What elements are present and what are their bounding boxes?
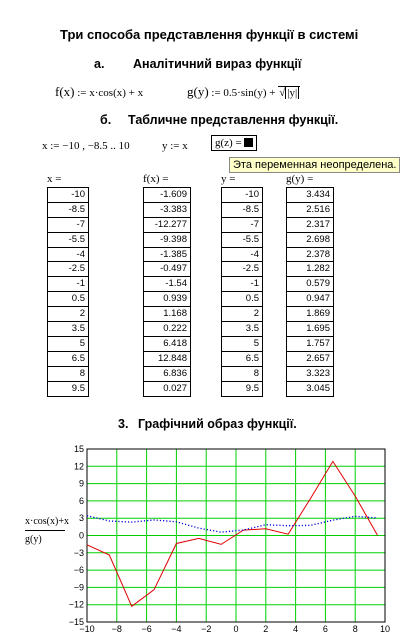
g-def-rhs: := 0.5·sin(y) +: [211, 87, 279, 99]
table-cell: -3.383: [144, 203, 190, 218]
table-cell: 2.516: [287, 203, 333, 218]
section-b-marker: б.: [100, 113, 112, 127]
g-eval-region[interactable]: [211, 135, 257, 151]
y-tick-label: −6: [73, 565, 84, 576]
section-b-title: Табличне представлення функції.: [128, 113, 339, 127]
table-gy[interactable]: [286, 187, 334, 397]
table-cell: 3.5: [222, 322, 262, 337]
table-cell: -7: [222, 218, 262, 233]
x-tick-label: 4: [293, 624, 299, 634]
table-fx-column: [143, 173, 191, 397]
table-cell: 3.045: [306, 382, 330, 394]
table-cell: 0.5: [48, 292, 88, 307]
g-definition[interactable]: [187, 84, 300, 100]
x-tick-label: −4: [171, 624, 182, 634]
x-tick-label: 10: [379, 624, 391, 634]
table-cell: 0.5: [222, 292, 262, 307]
table-y-column: [221, 173, 263, 397]
section-a-title: Аналітичний вираз функції: [133, 57, 302, 71]
y-tick-label: 6: [78, 495, 84, 506]
y-tick-label: 12: [73, 461, 84, 472]
g-eval-placeholder: g(z) =: [215, 137, 242, 149]
table-cell: -2.5: [48, 262, 88, 277]
function-chart[interactable]: [0, 440, 407, 640]
undefined-variable-tooltip: Эта переменная неопределена.: [229, 157, 400, 173]
y-tick-label: −12: [68, 599, 84, 610]
table-cell: 1.695: [287, 322, 333, 337]
g-def-lhs: g(y): [187, 84, 209, 99]
table-cell: 6.836: [144, 367, 190, 382]
table-cell: 2: [48, 307, 88, 322]
table-cell: -10: [222, 188, 262, 203]
table-cell: -5.5: [222, 233, 262, 248]
table-cell: -1.385: [144, 248, 190, 263]
section-3-title: Графічний образ функції.: [138, 417, 297, 431]
table-cell: 6.5: [48, 352, 88, 367]
table-cell: -7: [48, 218, 88, 233]
table-cell: 2.698: [287, 233, 333, 248]
table-cell: -8.5: [222, 203, 262, 218]
table-cell: 2.317: [287, 218, 333, 233]
section-3-marker: 3.: [118, 417, 129, 431]
table-cell: 0.579: [287, 277, 333, 292]
table-cell: -1.609: [144, 188, 190, 203]
table-cell: 2.378: [287, 248, 333, 263]
x-tick-label: 2: [263, 624, 269, 634]
table-y-header: y =: [221, 173, 236, 185]
table-cell: 1.282: [287, 262, 333, 277]
table-cell: -0.497: [144, 262, 190, 277]
cursor-caret: [244, 138, 253, 147]
table-cell: 9.5: [245, 382, 259, 394]
range-definition[interactable]: x := −10 , −8.5 .. 10: [42, 140, 130, 152]
table-cell: -4: [222, 248, 262, 263]
table-cell: 1.869: [287, 307, 333, 322]
table-cell: 5: [222, 337, 262, 352]
table-cell: 6.418: [144, 337, 190, 352]
table-x[interactable]: [47, 187, 89, 397]
x-tick-label: −2: [201, 624, 212, 634]
table-cell: -1.54: [144, 277, 190, 292]
y-tick-label: −15: [68, 617, 84, 627]
f-definition[interactable]: [55, 84, 143, 100]
legend-divider: [25, 530, 65, 531]
f-def-rhs: := x·cos(x) + x: [77, 87, 144, 99]
table-cell: 3.323: [287, 367, 333, 382]
table-gy-column: [286, 173, 334, 397]
table-cell: -5.5: [48, 233, 88, 248]
table-cell: 3.5: [48, 322, 88, 337]
x-tick-label: 0: [233, 624, 239, 634]
table-fx-header: f(x) =: [143, 173, 169, 185]
table-cell: -10: [48, 188, 88, 203]
table-cell: 8: [48, 367, 88, 382]
y-tick-label: −9: [73, 582, 84, 593]
y-definition[interactable]: y := x: [162, 140, 188, 152]
table-cell: 12.848: [144, 352, 190, 367]
y-tick-label: −3: [73, 547, 84, 558]
table-cell: -1: [222, 277, 262, 292]
page-title: Три способа представлення функції в системі: [60, 27, 359, 42]
x-tick-label: −6: [141, 624, 152, 634]
table-cell: 1.168: [144, 307, 190, 322]
table-cell: 2: [222, 307, 262, 322]
f-def-lhs: f(x): [55, 84, 75, 99]
y-tick-label: 9: [78, 478, 84, 489]
table-cell: -8.5: [48, 203, 88, 218]
table-cell: -4: [48, 248, 88, 263]
x-tick-label: −8: [111, 624, 122, 634]
table-cell: -2.5: [222, 262, 262, 277]
sqrt-symbol: √ |y|: [278, 86, 300, 99]
table-cell: 3.434: [287, 188, 333, 203]
table-cell: 1.757: [287, 337, 333, 352]
y-tick-label: 15: [73, 444, 84, 454]
table-fx[interactable]: [143, 187, 191, 397]
legend-g-label: g(y): [25, 534, 42, 545]
table-gy-header: g(y) =: [286, 173, 314, 185]
table-y[interactable]: [221, 187, 263, 397]
table-cell: 9.5: [71, 382, 85, 394]
table-cell: 8: [222, 367, 262, 382]
g-def-sqrt: |y|: [287, 87, 298, 99]
x-tick-label: 8: [352, 624, 358, 634]
table-cell: 5: [48, 337, 88, 352]
table-x-column: [47, 173, 89, 397]
table-cell: -12.277: [144, 218, 190, 233]
table-cell: 0.947: [287, 292, 333, 307]
table-cell: 6.5: [222, 352, 262, 367]
y-tick-label: 3: [78, 513, 84, 524]
table-cell: -1: [48, 277, 88, 292]
table-cell: 0.027: [163, 382, 187, 394]
table-cell: -9.398: [144, 233, 190, 248]
table-x-header: x =: [47, 173, 62, 185]
y-tick-label: 0: [78, 530, 84, 541]
table-cell: 0.222: [144, 322, 190, 337]
legend-f-label: x·cos(x)+x: [25, 516, 69, 527]
table-cell: 0.939: [144, 292, 190, 307]
x-tick-label: 6: [322, 624, 328, 634]
x-tick-label: −10: [79, 624, 95, 634]
table-cell: 2.657: [287, 352, 333, 367]
section-a-marker: а.: [94, 57, 105, 71]
